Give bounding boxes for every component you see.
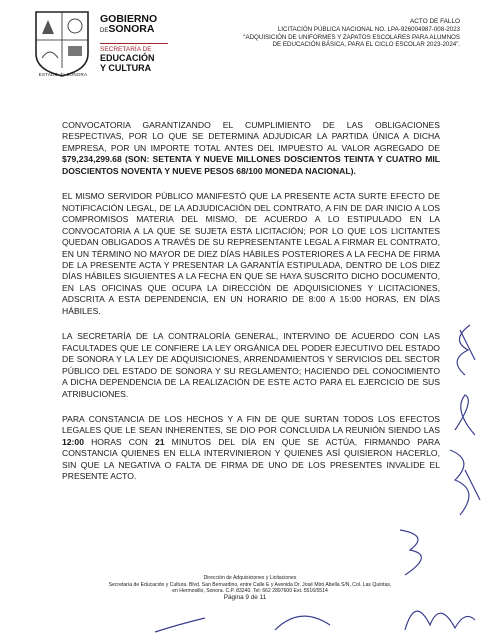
paragraph-award-text: CONVOCATORIA GARANTIZANDO EL CUMPLIMIENTO DE LAS OBLIGACIONES RESPECTIVAS, POR LO QUE SE DETERMINA ADJUDICAR LA PARTIDA ÚNICA A DICHA EMPRESA, POR UN IMPORTE TOTAL ANTES DEL IMPUESTO AL VALOR AGREGADO DE [62, 120, 440, 153]
brand-text [100, 14, 192, 73]
closing-text-mid: HORAS CON [83, 436, 155, 447]
closing-time: 12:00 [62, 436, 84, 447]
licitacion-description-2: DE EDUCACIÓN BÁSICA, PARA EL CICLO ESCOLAR 2023-2024”. [272, 41, 460, 49]
closing-minutes: 21 [155, 436, 165, 447]
award-amount: $79,234,299.68 (SON: SETENTA Y NUEVE MILLONES DOSCIENTOS TEINTA Y CUATRO MIL DOSCIENTOS NOVENTA Y NUEVE PESOS 68/100 MONEDA NACIONAL). [62, 154, 440, 176]
document-body [62, 120, 440, 497]
page-footer [60, 575, 440, 595]
licitacion-number: LICITACIÓN PÚBLICA NACIONAL NO. LPA-926004987-008-2023 [277, 25, 460, 33]
signature-bottom-1 [390, 520, 440, 580]
signature-right-margin-2 [445, 390, 485, 440]
footer-address: Secretaría de Educación y Cultura. Blvd. San Bernardino, entre Calle E y Avenida Dr. José Miró Abella S/N, Col. Las Quintas, [108, 581, 392, 588]
brand-sonora [100, 24, 192, 37]
closing-text-start: PARA CONSTANCIA DE LOS HECHOS Y A FIN DE QUE SURTAN TODOS LOS EFECTOS LEGALES QUE LE SEAN INHERENTES, SE DIO POR CONCLUIDA LA REUNIÓN SIENDO LAS [62, 413, 440, 436]
brand-cultura: Y CULTURA [100, 63, 152, 73]
government-logo [30, 8, 190, 84]
document-header [180, 18, 460, 49]
closing-text-end: MINUTOS DEL DÍA EN QUE SE ACTÚA, FIRMANDO PARA CONSTANCIA QUIENES EN ELLA INTERVINIERON Y QUIENES ASÍ QUISIERON HACERLO, SIN QUE LA NEGATIVA O FALTA DE FIRMA DE UNO DE LOS PRESENTES INVALIDE EL PRESENTE ACTO. [62, 436, 440, 482]
brand-educacion: EDUCACIÓN [100, 53, 155, 63]
paragraph-contraloria: LA SECRETARÍA DE LA CONTRALORÍA GENERAL, INTERVINO DE ACUERDO CON LAS FACULTADES QUE LE CONFIERE LA LEY ORGÁNICA DEL PODER EJECUTIVO DEL ESTADO DE SONORA Y LA LEY DE ADQUISICIONES, ARRENDAMIENTOS Y SERVICIOS DEL SECTOR PÚBLICO DEL ESTADO DE SONORA Y SU REGLAMENTO; HACIENDO DEL CONOCIMIENTO A DICHA DEPENDENCIA DE LA REALIZACIÓN DE ESTE ACTO PARA EL EJERCICIO DE SUS ATRIBUCIONES. [62, 331, 440, 399]
page-number: Página 9 de 11 [223, 594, 267, 601]
seal-caption: ESTADO de SONORA [38, 72, 88, 77]
brand-gobierno: GOBIERNO [100, 13, 158, 25]
signature-right-margin-1 [440, 320, 480, 380]
paragraph-award [62, 120, 440, 177]
signature-right-margin-3 [445, 440, 485, 520]
signature-bottom-4 [150, 612, 210, 636]
paragraph-notification: EL MISMO SERVIDOR PÚBLICO MANIFESTÓ QUE LA PRESENTE ACTA SURTE EFECTO DE NOTIFICACIÓN LEGAL, DE LA ADJUDICACIÓN DEL CONTRATO, A FIN DE DAR INICIO A LOS COMPROMISOS MATERIA DEL MISMO, DE ACUERDO A LO ESTIPULADO EN LA CONVOCATORIA A LA QUE SE SUJETA ESTA LICITACIÓN; POR LO QUE LOS LICITANTES QUEDAN OBLIGADOS A TRAVÉS DE SU REPRESENTANTE LEGAL A FIRMAR EL CONTRATO, EN UN TÉRMINO NO MAYOR DE DIEZ DÍAS HÁBILES POSTERIORES A LA FECHA DE FIRMA DE LA PRESENTE ACTA Y PRESENTAR LA GARANTÍA ESTIPULADA, DENTRO DE LOS DIEZ DÍAS HÁBILES SIGUIENTES A LA FECHA EN QUE SE HAYA SUSCRITO DICHO DOCUMENTO, EN LAS OFICINAS QUE OCUPA LA DIRECCIÓN DE ADQUISICIONES Y LICITACIONES, ADSCRITA A ESTA DEPENDENCIA, EN UN HORARIO DE 8:00 A 15:00 HORAS, EN DÍAS HÁBILES. [62, 191, 440, 316]
act-title: ACTO DE FALLO [410, 18, 460, 25]
brand-sonora-label: SONORA [108, 23, 155, 35]
brand-secretaria: SECRETARÍA DE [100, 43, 168, 53]
paragraph-closing [62, 414, 440, 483]
state-seal-icon [30, 8, 94, 78]
signature-bottom-2 [270, 600, 340, 636]
footer-department: Dirección de Adquisiciones y Licitaciones [203, 575, 297, 581]
brand-de: DE [100, 28, 109, 34]
licitacion-description-1: “ADQUISICIÓN DE UNIFORMES Y ZAPATOS ESCOLARES PARA ALUMNOS [243, 33, 460, 41]
footer-contact: en Hermosillo, Sonora. C.P. 83240. Tel: 662 2897600 Ext. 5516/5514 [172, 588, 328, 594]
